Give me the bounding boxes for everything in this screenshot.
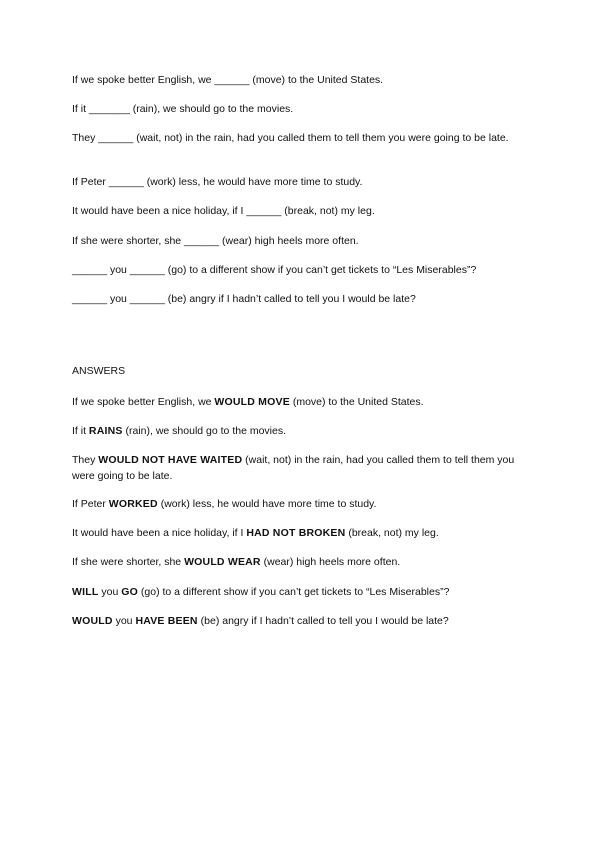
sentence-text: They ______ (wait, not) in the rain, had you called them to tell them you were going to be late. <box>72 132 509 144</box>
exercise-item <box>72 72 532 88</box>
sentence-text: (work) less, he would have more time to study. <box>157 498 377 510</box>
sentence-text: (wait, not) in the rain, had you called them to tell them you were going to be late. <box>72 454 515 482</box>
exercise-item <box>72 174 532 190</box>
exercise-item <box>72 203 532 219</box>
answer-bold-text: HAVE BEEN <box>135 615 198 627</box>
sentence-text: you <box>98 586 122 598</box>
answer-item <box>72 525 532 541</box>
sentence-text: you <box>112 615 136 627</box>
sentence-text: If we spoke better English, we <box>72 396 215 408</box>
answer-bold-text: WOULD WEAR <box>184 556 261 568</box>
sentence-text: If she were shorter, she <box>72 556 185 568</box>
answer-bold-text: WORKED <box>108 498 158 510</box>
sentence-text: (wear) high heels more often. <box>260 556 401 568</box>
answer-item <box>72 394 532 410</box>
sentence-text: (rain), we should go to the movies. <box>122 425 287 437</box>
answer-item <box>72 423 532 439</box>
answer-item <box>72 496 532 512</box>
exercise-item <box>72 233 532 249</box>
answer-item <box>72 613 532 629</box>
sentence-text: (move) to the United States. <box>289 396 424 408</box>
exercise-item <box>72 262 532 278</box>
answers-heading: ANSWERS <box>72 365 126 377</box>
sentence-text: They <box>72 454 99 466</box>
answer-item <box>72 452 532 484</box>
sentence-text: ______ you ______ (go) to a different show if you can’t get tickets to “Les Miserables”? <box>72 264 477 276</box>
sentence-text: (go) to a different show if you can’t get tickets to “Les Miserables”? <box>137 586 450 598</box>
sentence-text: (be) angry if I hadn’t called to tell you I would be late? <box>197 615 449 627</box>
sentence-text: If she were shorter, she ______ (wear) high heels more often. <box>72 235 359 247</box>
answer-bold-text: RAINS <box>88 425 123 437</box>
answer-item <box>72 584 532 600</box>
sentence-text: If Peter ______ (work) less, he would have more time to study. <box>72 176 363 188</box>
answer-bold-text: WOULD MOVE <box>214 396 290 408</box>
sentence-text: If we spoke better English, we ______ (move) to the United States. <box>72 74 384 86</box>
sentence-text: ______ you ______ (be) angry if I hadn’t called to tell you I would be late? <box>72 293 416 305</box>
answer-bold-text: GO <box>121 586 138 598</box>
sentence-text: (break, not) my leg. <box>345 527 439 539</box>
exercise-item <box>72 291 532 307</box>
sentence-text: It would have been a nice holiday, if I ______ (break, not) my leg. <box>72 205 375 217</box>
answer-bold-text: HAD NOT BROKEN <box>246 527 346 539</box>
exercise-item <box>72 101 532 117</box>
exercise-item <box>72 130 532 146</box>
answer-bold-text: WOULD NOT HAVE WAITED <box>98 454 243 466</box>
answer-bold-text: WILL <box>72 586 99 598</box>
answer-item <box>72 554 532 570</box>
answer-bold-text: WOULD <box>72 615 113 627</box>
sentence-text: If it <box>72 425 89 437</box>
sentence-text: It would have been a nice holiday, if I <box>72 527 247 539</box>
sentence-text: If Peter <box>72 498 109 510</box>
sentence-text: If it _______ (rain), we should go to the movies. <box>72 103 294 115</box>
